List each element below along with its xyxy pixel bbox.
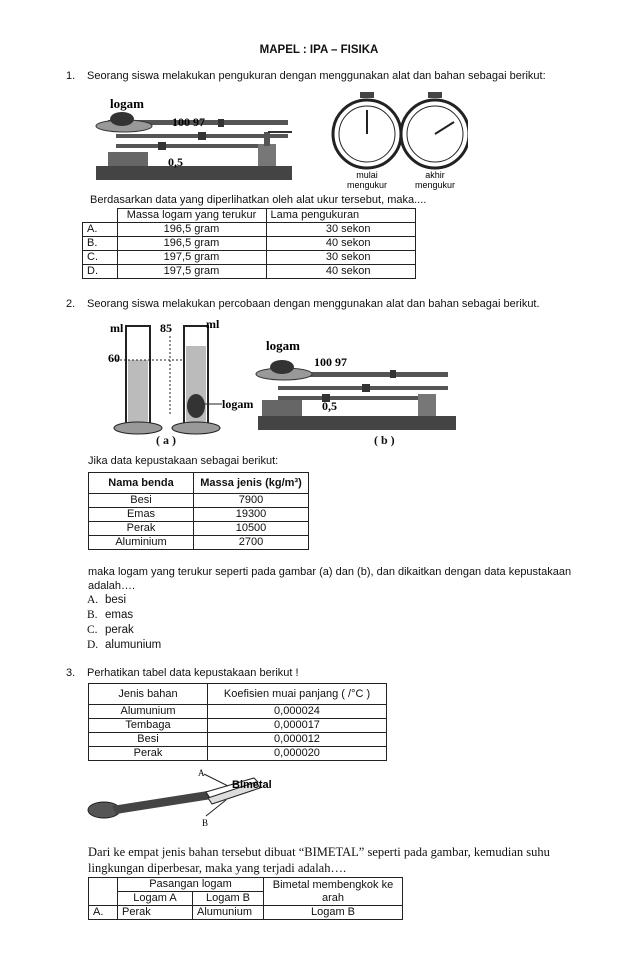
table-cell: 196,5 gram xyxy=(117,223,266,237)
q2-ml-left-label: ml xyxy=(110,321,124,335)
stopwatch-start-icon xyxy=(333,92,401,168)
bimetal-label-a: A xyxy=(198,768,205,778)
q2-60-label: 60 xyxy=(108,351,120,365)
table-header-cell: Bimetal membengkok ke arah xyxy=(264,878,403,906)
table-row xyxy=(89,719,387,733)
q2-question-line-1: maka logam yang terukur seperti pada gambar (a) dan (b), dan dikaitkan dengan data kepustakaan xyxy=(88,566,572,578)
q1-logam-label: logam xyxy=(110,96,144,111)
q1-scale-top-label: 100 97 xyxy=(172,115,205,129)
measuring-cylinder-1-icon xyxy=(114,326,162,434)
table-header-cell: Jenis bahan xyxy=(89,684,208,705)
q2-ml-right-label: ml xyxy=(206,317,220,331)
q2-scale-bottom-label: 0,5 xyxy=(322,399,337,413)
table-row xyxy=(83,223,416,237)
table-header-cell: Logam A xyxy=(118,892,193,906)
table-cell: A. xyxy=(83,223,118,237)
table-cell: Alumunium xyxy=(193,906,264,920)
q2-cylinder-balance-figure xyxy=(100,316,460,446)
table-header-cell: Lama pengukuran xyxy=(266,209,415,223)
watch2-label-2: mengukur xyxy=(414,180,456,190)
q2-question-line-2: adalah…. xyxy=(88,580,136,592)
q1-balance-stopwatch-figure xyxy=(88,92,468,194)
table-row xyxy=(89,733,387,747)
table-cell: Perak xyxy=(118,906,193,920)
q1-table xyxy=(82,208,416,279)
table-cell: 197,5 gram xyxy=(117,265,266,279)
table-cell: Perak xyxy=(89,522,194,536)
option-text: perak xyxy=(105,624,134,636)
table-cell: 0,000017 xyxy=(208,719,387,733)
bimetal-title-label: Bimetal xyxy=(232,779,272,791)
question-1-number: 1. xyxy=(66,70,76,82)
q1-lead-text: Berdasarkan data yang diperlihatkan oleh alat ukur tersebut, maka.... xyxy=(90,194,427,206)
table-cell: D. xyxy=(83,265,118,279)
table-header-cell: Logam B xyxy=(193,892,264,906)
table-cell: 0,000012 xyxy=(208,733,387,747)
table-row xyxy=(89,522,309,536)
table-cell: Alumunium xyxy=(89,705,208,719)
q2-density-table xyxy=(88,472,309,550)
table-cell: 0,000020 xyxy=(208,747,387,761)
table-header-row xyxy=(89,878,403,892)
table-empty-cell xyxy=(89,878,118,906)
page-title: MAPEL : IPA – FISIKA xyxy=(259,44,379,56)
table-cell: 7900 xyxy=(194,494,309,508)
triple-beam-balance-icon xyxy=(256,360,456,430)
question-2-text: Seorang siswa melakukan percobaan dengan menggunakan alat dan bahan sebagai berikut. xyxy=(87,298,540,310)
table-row xyxy=(89,906,403,920)
table-header-row xyxy=(89,684,387,705)
option-a[interactable] xyxy=(87,594,126,606)
table-cell: 196,5 gram xyxy=(117,237,266,251)
option-letter: A. xyxy=(87,594,99,606)
table-cell: Besi xyxy=(89,494,194,508)
table-cell: Besi xyxy=(89,733,208,747)
watch2-label-1: akhir xyxy=(425,170,445,180)
figure-label-a: ( a ) xyxy=(156,433,176,447)
table-cell: 10500 xyxy=(194,522,309,536)
table-row xyxy=(89,494,309,508)
table-cell: 197,5 gram xyxy=(117,251,266,265)
q1-scale-bottom-label: 0,5 xyxy=(168,155,183,169)
q2-scale-top-label: 100 97 xyxy=(314,355,347,369)
table-row xyxy=(89,508,309,522)
table-header-cell: Koefisien muai panjang ( /°C ) xyxy=(208,684,387,705)
q3-bimetal-figure xyxy=(86,766,306,830)
stopwatch-end-icon xyxy=(401,92,468,168)
question-3-number: 3. xyxy=(66,667,76,679)
table-cell: 30 sekon xyxy=(266,223,415,237)
table-header-row xyxy=(89,473,309,494)
table-cell: 40 sekon xyxy=(266,265,415,279)
option-letter: D. xyxy=(87,639,99,651)
table-row xyxy=(89,705,387,719)
table-empty-cell xyxy=(83,209,118,223)
option-b[interactable] xyxy=(87,609,133,621)
table-cell: Logam B xyxy=(264,906,403,920)
watch1-label-2: mengukur xyxy=(346,180,388,190)
option-text: emas xyxy=(105,609,134,621)
table-header-cell: Nama benda xyxy=(89,473,194,494)
table-row xyxy=(83,265,416,279)
table-header-cell: Massa logam yang terukur xyxy=(117,209,266,223)
table-cell: Aluminium xyxy=(89,536,194,550)
question-3-text: Perhatikan tabel data kepustakaan berikut ! xyxy=(87,667,299,679)
q3-answer-table xyxy=(88,877,403,920)
table-cell: Tembaga xyxy=(89,719,208,733)
table-row xyxy=(89,747,387,761)
option-text: besi xyxy=(105,594,127,606)
table-row xyxy=(83,237,416,251)
table-header-cell: Pasangan logam xyxy=(118,878,264,892)
q2-lead-text: Jika data kepustakaan sebagai berikut: xyxy=(88,455,279,467)
q2-logam-cylinder-label: logam xyxy=(222,397,254,411)
q3-expansion-table xyxy=(88,683,387,761)
option-c[interactable] xyxy=(87,624,134,636)
table-cell: A. xyxy=(89,906,118,920)
table-header-cell: Massa jenis (kg/m³) xyxy=(194,473,309,494)
q2-logam-balance-label: logam xyxy=(266,338,300,353)
table-header-row xyxy=(83,209,416,223)
measuring-cylinder-2-icon xyxy=(172,326,220,434)
option-letter: C. xyxy=(87,624,98,636)
option-letter: B. xyxy=(87,609,98,621)
table-cell: Emas xyxy=(89,508,194,522)
q3-question-line-1: Dari ke empat jenis bahan tersebut dibuat “BIMETAL” seperti pada gambar, kemudian suhu xyxy=(88,845,550,859)
table-cell: 30 sekon xyxy=(266,251,415,265)
table-cell: 19300 xyxy=(194,508,309,522)
watch1-label-1: mulai xyxy=(356,170,378,180)
table-cell: 40 sekon xyxy=(266,237,415,251)
option-d[interactable] xyxy=(87,639,161,651)
table-row xyxy=(89,536,309,550)
table-cell: 0,000024 xyxy=(208,705,387,719)
table-row xyxy=(83,251,416,265)
table-cell: Perak xyxy=(89,747,208,761)
table-cell: B. xyxy=(83,237,118,251)
question-1-text: Seorang siswa melakukan pengukuran dengan menggunakan alat dan bahan sebagai berikut: xyxy=(87,70,546,82)
question-2-number: 2. xyxy=(66,298,76,310)
q3-question-line-2: lingkungan diperbesar, maka yang terjadi adalah…. xyxy=(88,861,347,875)
figure-label-b: ( b ) xyxy=(374,433,395,447)
table-cell: 2700 xyxy=(194,536,309,550)
bimetal-label-b: B xyxy=(202,818,209,828)
table-cell: C. xyxy=(83,251,118,265)
q2-85-label: 85 xyxy=(160,321,172,335)
option-text: alumunium xyxy=(105,639,162,651)
